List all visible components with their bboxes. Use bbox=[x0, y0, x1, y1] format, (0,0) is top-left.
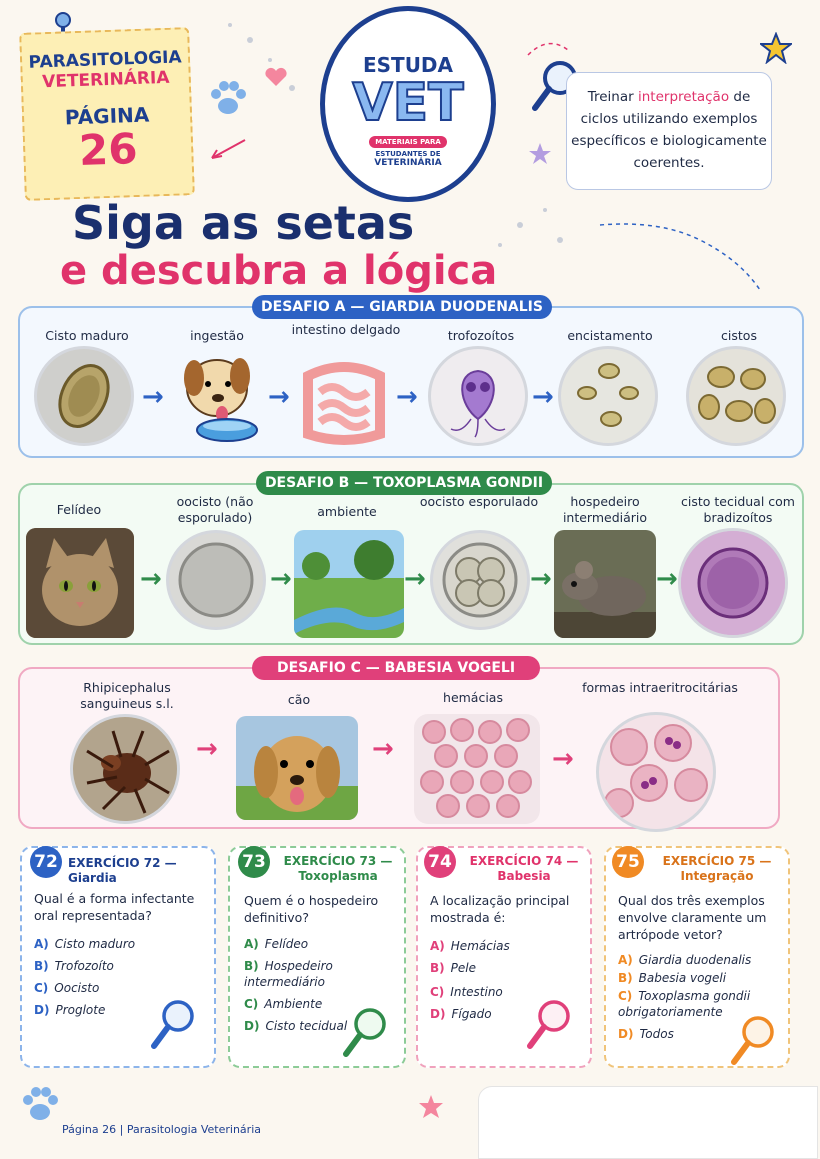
exercise-73-question: Quem é o hospedeiro definitivo? bbox=[244, 893, 379, 925]
arrow-right-icon: → bbox=[532, 382, 554, 412]
option-key: D) bbox=[430, 1007, 446, 1021]
option-text: Giardia duodenalis bbox=[638, 953, 752, 967]
option-text: Oocisto bbox=[54, 981, 100, 995]
magnifier-icon bbox=[524, 996, 574, 1056]
step-a-4-label: trofozoítos bbox=[447, 328, 515, 343]
challenge-b-tag: DESAFIO B — TOXOPLASMA GONDII bbox=[256, 471, 552, 495]
page-subtitle: e descubra a lógica bbox=[60, 248, 498, 294]
logo-main: VET bbox=[352, 73, 464, 133]
step-c-3-label: hemácias bbox=[443, 690, 503, 705]
objective-post: de ciclos utilizando exemplos específicos e biologicamente coerentes. bbox=[571, 89, 767, 171]
option-key: A) bbox=[618, 953, 633, 967]
dog-drinking-image bbox=[172, 348, 262, 444]
option-text: Cisto maduro bbox=[54, 937, 136, 951]
challenge-a-tag: DESAFIO A — GIARDIA DUODENALIS bbox=[252, 295, 552, 319]
arrow-right-icon: → bbox=[404, 564, 426, 594]
magnifier-icon bbox=[340, 1004, 390, 1064]
exercise-74-question: A localização principal mostrada é: bbox=[430, 893, 570, 925]
cysts-image bbox=[686, 346, 786, 446]
option-key: B) bbox=[34, 959, 49, 973]
step-b-4-label: oocisto esporulado bbox=[419, 494, 539, 509]
logo-top: ESTUDA bbox=[362, 53, 454, 77]
step-c-2-label: cão bbox=[287, 692, 311, 707]
option-key: A) bbox=[430, 939, 445, 953]
arrow-right-icon: → bbox=[552, 744, 574, 774]
step-b-3-label: ambiente bbox=[317, 504, 377, 519]
step-a-2-label: ingestão bbox=[190, 328, 244, 343]
page-footer: Página 26 | Parasitologia Veterinária bbox=[62, 1123, 261, 1136]
page-note bbox=[19, 27, 195, 201]
heart-icon bbox=[264, 66, 288, 88]
exercise-73-option-c[interactable] bbox=[244, 996, 322, 1012]
exercise-72-option-c[interactable] bbox=[34, 980, 99, 996]
option-key: A) bbox=[34, 937, 49, 951]
option-text: Babesia vogeli bbox=[638, 971, 727, 985]
step-b-2-label: oocisto (não esporulado) bbox=[176, 494, 254, 525]
option-text: Fígado bbox=[451, 1007, 492, 1021]
encystment-image bbox=[558, 346, 658, 446]
exercise-74-title: EXERCÍCIO 74 — Babesia bbox=[469, 854, 579, 883]
exercise-75-option-b[interactable] bbox=[618, 970, 726, 986]
note-page-number: 26 bbox=[78, 123, 139, 175]
magnifier-icon bbox=[728, 1012, 778, 1072]
star-icon-footer bbox=[418, 1094, 444, 1120]
arrow-right-icon: → bbox=[142, 382, 164, 412]
option-key: D) bbox=[244, 1019, 260, 1033]
intestine-image bbox=[298, 356, 390, 448]
step-a-6-label: cistos bbox=[721, 328, 757, 343]
intraerythrocytic-forms-image bbox=[596, 712, 716, 832]
objective-box bbox=[566, 72, 772, 190]
objective-highlight: interpretação bbox=[637, 89, 730, 105]
exercise-73-option-d[interactable] bbox=[244, 1018, 347, 1034]
page-title: Siga as setas bbox=[72, 196, 415, 250]
option-text: Ambiente bbox=[264, 997, 323, 1011]
magnifier-icon bbox=[148, 996, 198, 1056]
option-text: Trofozoíto bbox=[54, 959, 114, 973]
paw-icon-footer bbox=[18, 1082, 62, 1126]
logo-sub-2: VETERINÁRIA bbox=[374, 158, 442, 168]
note-subject-2: VETERINÁRIA bbox=[41, 67, 170, 93]
environment-image bbox=[294, 530, 404, 638]
exercise-73-title: EXERCÍCIO 73 — Toxoplasma bbox=[283, 854, 393, 883]
option-text: Cisto tecidual bbox=[265, 1019, 348, 1033]
option-key: C) bbox=[34, 981, 49, 995]
exercise-74-number: 74 bbox=[424, 846, 456, 878]
step-b-6-label: cisto tecidual com bradizoítos bbox=[681, 494, 795, 525]
note-subject-1: PARASITOLOGIA bbox=[28, 47, 182, 73]
step-a-5-label: encistamento bbox=[567, 328, 653, 343]
rodent-image bbox=[554, 530, 656, 638]
option-text: Proglote bbox=[55, 1003, 106, 1017]
trophozoite-image bbox=[428, 346, 528, 446]
exercise-75-option-a[interactable] bbox=[618, 952, 751, 968]
option-key: B) bbox=[244, 959, 259, 973]
arrow-right-icon: → bbox=[140, 564, 162, 594]
dog-image bbox=[236, 716, 358, 820]
option-key: D) bbox=[618, 1027, 634, 1041]
logo bbox=[320, 6, 496, 202]
exercise-74-option-d[interactable] bbox=[430, 1006, 492, 1022]
step-b-5-label: hospedeiro intermediário bbox=[562, 494, 648, 525]
paw-icon bbox=[206, 76, 250, 120]
option-key: C) bbox=[430, 985, 445, 999]
cat-image bbox=[26, 528, 134, 638]
arrow-right-icon: → bbox=[268, 382, 290, 412]
exercise-72-title: EXERCÍCIO 72 — Giardia bbox=[68, 856, 177, 885]
option-text: Intestino bbox=[450, 985, 503, 999]
unsporulated-oocyst-image bbox=[166, 530, 266, 630]
exercise-73-option-b[interactable] bbox=[244, 958, 394, 990]
option-text: Hospedeiro intermediário bbox=[244, 959, 333, 989]
arrow-right-icon: → bbox=[656, 564, 678, 594]
exercise-73-option-a[interactable] bbox=[244, 936, 308, 952]
step-b-1-label: Felídeo bbox=[56, 502, 102, 517]
arrow-right-icon: → bbox=[396, 382, 418, 412]
option-key: D) bbox=[34, 1003, 50, 1017]
exercise-75-option-d[interactable] bbox=[618, 1026, 674, 1042]
exercise-72-option-a[interactable] bbox=[34, 936, 135, 952]
step-a-3-label: intestino delgado bbox=[291, 322, 401, 337]
note-page-label: PÁGINA bbox=[64, 102, 150, 130]
option-text: Felídeo bbox=[264, 937, 309, 951]
challenge-c-tag: DESAFIO C — BABESIA VOGELI bbox=[252, 656, 540, 680]
exercise-72-question: Qual é a forma infectante oral representada? bbox=[34, 891, 195, 923]
exercise-75-title: EXERCÍCIO 75 — Integração bbox=[662, 854, 772, 883]
option-key: B) bbox=[618, 971, 633, 985]
exercise-73-number: 73 bbox=[238, 846, 270, 878]
objective-pre: Treinar bbox=[587, 89, 638, 105]
blank-panel bbox=[478, 1086, 818, 1159]
exercise-75-question: Qual dos três exemplos envolve claramente um artrópode vetor? bbox=[618, 893, 767, 942]
step-c-1-label: Rhipicephalus sanguineus s.l. bbox=[80, 680, 174, 711]
option-text: Todos bbox=[639, 1027, 674, 1041]
tick-image bbox=[70, 714, 180, 824]
option-text: Toxoplasma gondii obrigatoriamente bbox=[618, 989, 751, 1019]
logo-ribbon: MATERIAIS PARA bbox=[369, 136, 447, 148]
star-icon-small bbox=[528, 142, 552, 166]
step-a-1-label: Cisto maduro bbox=[45, 328, 129, 343]
option-key: B) bbox=[430, 961, 445, 975]
exercise-75-number: 75 bbox=[612, 846, 644, 878]
star-icon bbox=[760, 32, 792, 64]
option-key: C) bbox=[244, 997, 259, 1011]
logo-sub-1: ESTUDANTES DE bbox=[375, 150, 441, 158]
exercise-74-option-c[interactable] bbox=[430, 984, 503, 1000]
exercise-74-option-a[interactable] bbox=[430, 938, 510, 954]
option-text: Hemácias bbox=[450, 939, 510, 953]
tissue-cyst-image bbox=[678, 528, 788, 638]
step-c-4-label: formas intraeritrocitárias bbox=[582, 680, 738, 695]
exercise-72-option-b[interactable] bbox=[34, 958, 114, 974]
exercise-74-option-b[interactable] bbox=[430, 960, 476, 976]
sporulated-oocyst-image bbox=[430, 530, 530, 630]
exercise-72-option-d[interactable] bbox=[34, 1002, 105, 1018]
option-key: C) bbox=[618, 989, 633, 1003]
mature-cyst-image bbox=[34, 346, 134, 446]
arrow-right-icon: → bbox=[372, 734, 394, 764]
option-text: Pele bbox=[450, 961, 476, 975]
arrow-right-icon: → bbox=[270, 564, 292, 594]
exercise-72-number: 72 bbox=[30, 846, 62, 878]
red-cells-image bbox=[414, 714, 540, 824]
arrow-right-icon: → bbox=[196, 734, 218, 764]
arrow-right-icon: → bbox=[530, 564, 552, 594]
option-key: A) bbox=[244, 937, 259, 951]
